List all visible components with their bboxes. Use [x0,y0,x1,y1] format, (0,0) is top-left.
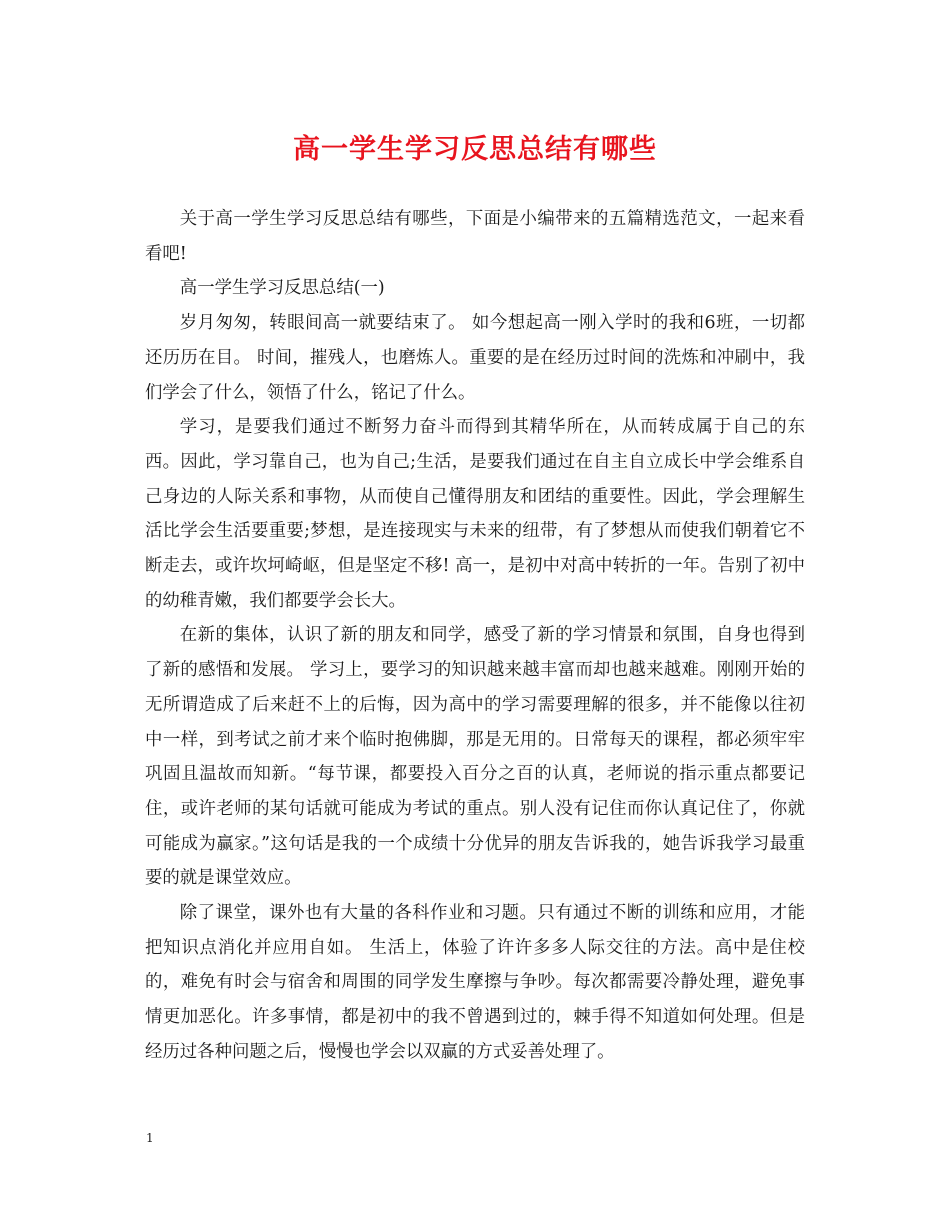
section-heading: 高一学生学习反思总结(一) [179,278,385,299]
body-paragraph: 学习，是要我们通过不断努力奋斗而得到其精华所在，从而转成属于自己的东西。因此，学习靠自己，也为自己;生活，是要我们通过在自主自立成长中学会维系自己身边的人际关系和事物，从而使自己懂得朋友和团结的重要性。因此，学会理解生活比学会生活要重要;梦想，是连接现实与未来的纽带，有了梦想从而使我们朝着它不断走去，或许坎坷崎岖，但是坚定不移! 高一，是初中对高中转折的一年。告别了初中的幼稚青嫩，我们都要学会长大。 [145,417,805,611]
document-body [145,202,805,1070]
body-paragraph: 除了课堂，课外也有大量的各科作业和习题。只有通过不断的训练和应用，才能把知识点消化并应用自如。 生活上，体验了许许多多人际交往的方法。高中是住校的，难免有时会与宿舍和周围的同学发生摩擦与争吵。每次都需要冷静处理，避免事情更加恶化。许多事情，都是初中的我不曾遇到过的，棘手得不知道如何处理。但是经历过各种问题之后，慢慢也学会以双赢的方式妥善处理了。 [145,903,805,1062]
page-number: 1 [146,1131,154,1145]
body-paragraph: 岁月匆匆，转眼间高一就要结束了。 如今想起高一刚入学时的我和6班，一切都还历历在目。 时间，摧残人，也磨炼人。重要的是在经历过时间的洗炼和冲刷中，我们学会了什么，领悟了什么，铭记了什么。 [145,313,805,403]
intro-paragraph: 关于高一学生学习反思总结有哪些，下面是小编带来的五篇精选范文，一起来看看吧! [145,209,805,264]
body-paragraph: 在新的集体，认识了新的朋友和同学，感受了新的学习情景和氛围，自身也得到了新的感悟和发展。 学习上，要学习的知识越来越丰富而却也越来越难。刚刚开始的无所谓造成了后来赶不上的后悔，因为高中的学习需要理解的很多，并不能像以往初中一样，到考试之前才来个临时抱佛脚，那是无用的。日常每天的课程，都必须牢牢巩固且温故而知新。“每节课，都要投入百分之百的认真，老师说的指示重点都要记住，或许老师的某句话就可能成为考试的重点。别人没有记住而你认真记住了，你就可能成为赢家。”这句话是我的一个成绩十分优异的朋友告诉我的，她告诉我学习最重要的就是课堂效应。 [145,625,805,889]
document-title: 高一学生学习反思总结有哪些 [293,134,657,165]
